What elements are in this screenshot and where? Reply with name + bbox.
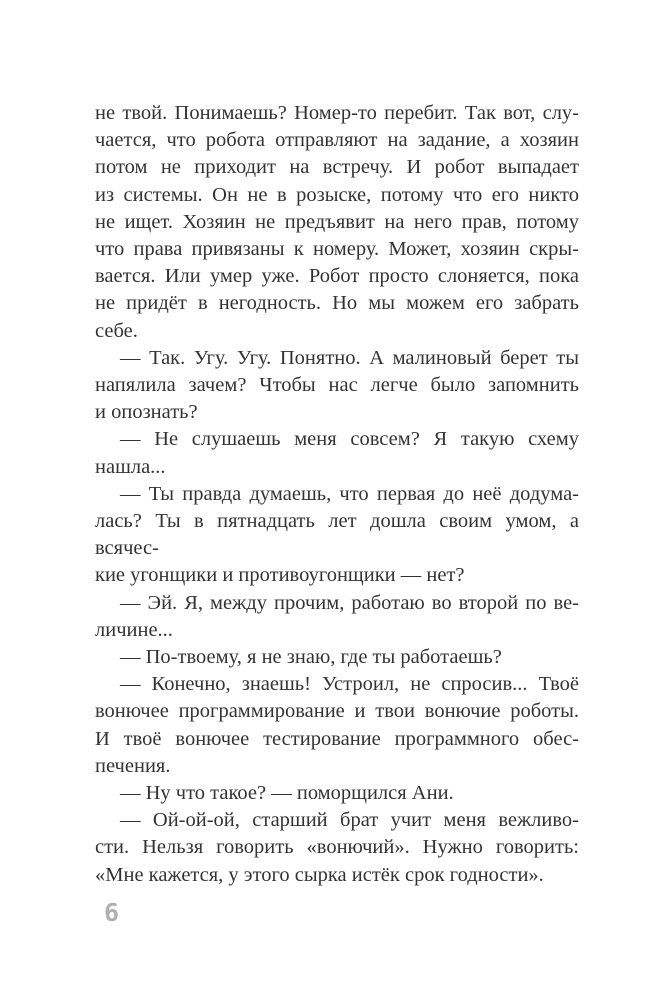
text-line: нашла... <box>95 455 166 478</box>
paragraph <box>95 807 579 889</box>
text-line: напялила зачем? Чтобы нас легче было запомнить <box>95 374 579 397</box>
text-line: и опознать? <box>95 401 198 424</box>
text-line: — Эй. Я, между прочим, работаю во второй по ве- <box>120 591 579 614</box>
text-line: из системы. Он не в розыске, потому что его никто <box>95 183 579 206</box>
paragraph <box>95 671 579 780</box>
text-line: лась? Ты в пятнадцать лет дошла своим умом, а всячес- <box>95 510 579 560</box>
text-line: «Мне кажется, у этого сырка истёк срок годности». <box>95 863 544 886</box>
paragraph <box>95 644 579 671</box>
text-line: чается, что робота отправляют на задание, а хозяин <box>95 129 579 152</box>
text-line: — Ты правда думаешь, что первая до неё додума- <box>120 482 579 505</box>
text-line: вается. Или умер уже. Робот просто слоняется, пока <box>95 265 579 288</box>
text-line: — Конечно, знаешь! Устроил, не спросив... Твоё <box>120 673 579 696</box>
text-line: себе. <box>95 319 138 342</box>
paragraph <box>95 426 579 480</box>
text-line: — Ой-ой-ой, старший брат учит меня вежливо- <box>120 809 579 832</box>
page-text <box>95 100 579 889</box>
text-line: сти. Нельзя говорить «вонючий». Нужно говорить: <box>95 836 579 859</box>
text-line: — По-твоему, я не знаю, где ты работаешь? <box>120 646 502 669</box>
text-line: не ищет. Хозяин не предъявит на него прав, потому <box>95 210 579 233</box>
text-line: не придёт в негодность. Но мы можем его забрать <box>95 292 579 315</box>
text-line: личине... <box>95 618 173 641</box>
text-line: — Не слушаешь меня совсем? Я такую схему <box>120 428 579 451</box>
text-line: не твой. Понимаешь? Номер-то перебит. Так вот, слу- <box>95 102 579 124</box>
text-line: И твоё вонючее тестирование программного обес- <box>95 727 579 750</box>
paragraph <box>95 345 579 427</box>
paragraph <box>95 590 579 644</box>
text-line: вонючее программирование и твои вонючие роботы. <box>95 700 579 723</box>
text-line: — Ну что такое? — поморщился Ани. <box>120 782 454 805</box>
text-line: потом не приходит на встречу. И робот выпадает <box>95 156 579 179</box>
page-number: 6 <box>104 898 121 927</box>
text-line: что права привязаны к номеру. Может, хозяин скры- <box>95 238 579 261</box>
text-line: печения. <box>95 754 171 777</box>
paragraph <box>95 481 579 590</box>
text-line: — Так. Угу. Угу. Понятно. А малиновый берет ты <box>120 346 579 369</box>
paragraph <box>95 780 579 807</box>
paragraph <box>95 100 579 345</box>
text-line: кие угонщики и противоугонщики — нет? <box>95 564 465 587</box>
